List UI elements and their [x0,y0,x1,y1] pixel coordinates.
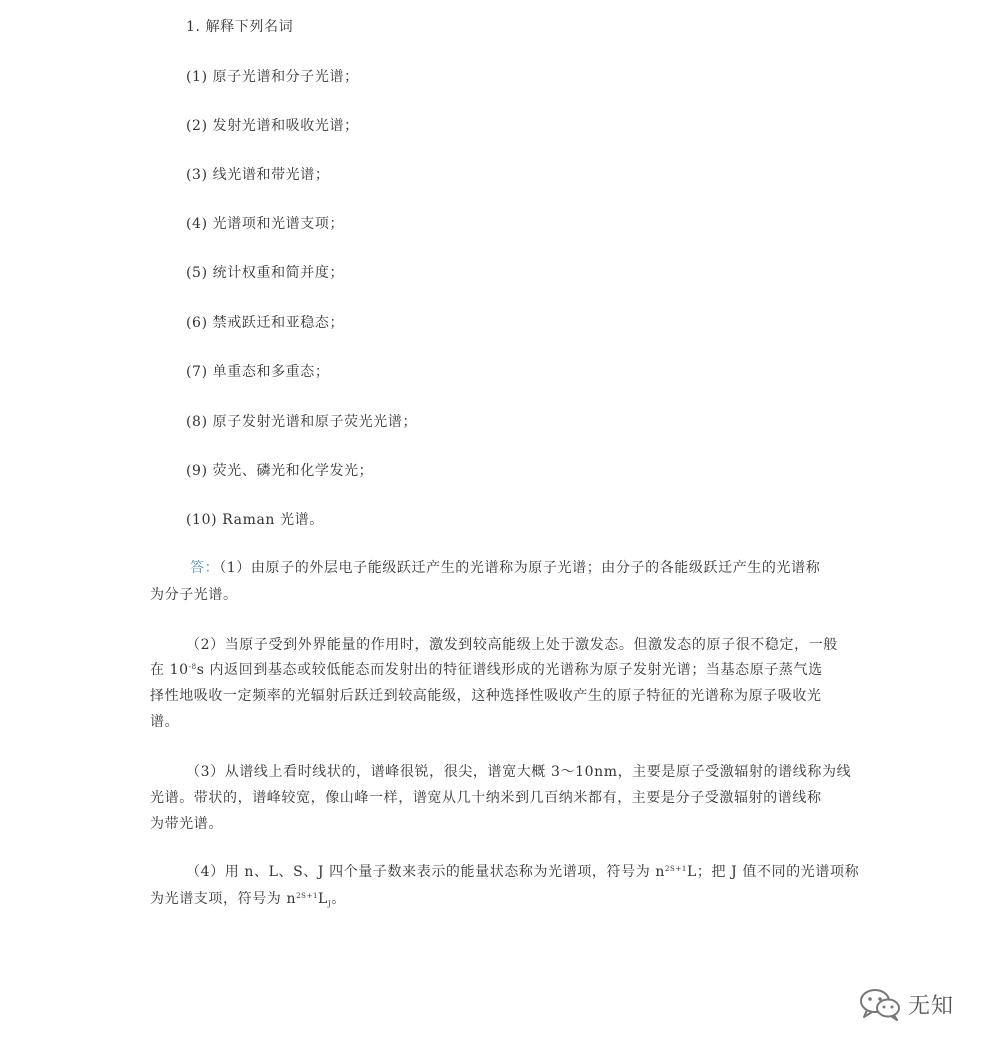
question-item-1: (1) 原子光谱和分子光谱； [186,69,359,85]
answer-2-line-3: 择性地吸收一定频率的光辐射后跃迁到较高能级，这种选择性吸收产生的原子特征的光谱称为原子吸收光 [150,688,822,704]
exponent: -8 [188,663,197,671]
answer-3-line-2: 光谱。带状的，谱峰较宽，像山峰一样，谱宽从几十纳米到几百纳米都有，主要是分子受激辐射的谱线称 [150,790,822,806]
question-item-9: (9) 荧光、磷光和化学发光； [186,463,374,479]
answer-4-line-2-pre: 为光谱支项，符号为 n [150,891,297,907]
answer-4-line-1-pre: （4）用 n、L、S、J 四个量子数来表示的能量状态称为光谱项，符号为 n [186,864,665,880]
answer-label: 答： [190,560,220,576]
answer-2-line-2-pre: 在 10 [150,662,189,678]
answer-2-line-1: （2）当原子受到外界能量的作用时，激发到较高能级上处于激发态。但激发态的原子很不稳定，一般 [186,637,838,653]
answer-3-line-1: （3）从谱线上看时线状的，谱峰很锐，很尖，谱宽大概 3～10nm，主要是原子受激辐射的谱线称为线 [186,764,852,780]
wechat-icon [858,986,902,1022]
answer-1-text: （1）由原子的外层电子能级跃迁产生的光谱称为原子光谱；由分子的各能级跃迁产生的光谱称 [219,560,821,576]
question-item-4: (4) 光谱项和光谱支项； [186,216,345,232]
answer-1-line-1 [190,559,820,577]
superscript: 2S+1 [296,892,319,900]
question-heading: 1. 解释下列名词 [186,19,294,35]
question-item-2: (2) 发射光谱和吸收光谱； [186,118,359,134]
answer-4-line-1-post: L；把 J 值不同的光谱项称 [686,864,860,880]
watermark-text: 无知 [908,993,955,1019]
answer-2-line-2-post: s 内返回到基态或较低能态而发射出的特征谱线形成的光谱称为原子发射光谱；当基态原子蒸气选 [196,662,823,678]
answer-4-line-2 [150,890,346,910]
question-item-6: (6) 禁戒跃迁和亚稳态； [186,315,345,331]
question-item-10: (10) Raman 光谱。 [186,512,324,528]
answer-3-line-3: 为带光谱。 [150,816,223,832]
question-item-7: (7) 单重态和多重态； [186,364,330,380]
superscript: 2S+1 [665,865,687,873]
answer-4-line-2-post: 。 [331,891,346,907]
question-item-5: (5) 统计权重和简并度； [186,265,345,281]
answer-4-line-2-mid: L [318,891,328,907]
question-item-3: (3) 线光谱和带光谱； [186,167,330,183]
watermark [858,984,968,1024]
answer-2-line-4: 谱。 [150,714,180,730]
subscript: J [327,900,332,908]
question-item-8: (8) 原子发射光谱和原子荧光光谱； [186,414,418,430]
answer-4-line-1 [186,863,859,881]
answer-1-line-2: 为分子光谱。 [150,587,238,603]
answer-2-line-2 [150,661,823,679]
